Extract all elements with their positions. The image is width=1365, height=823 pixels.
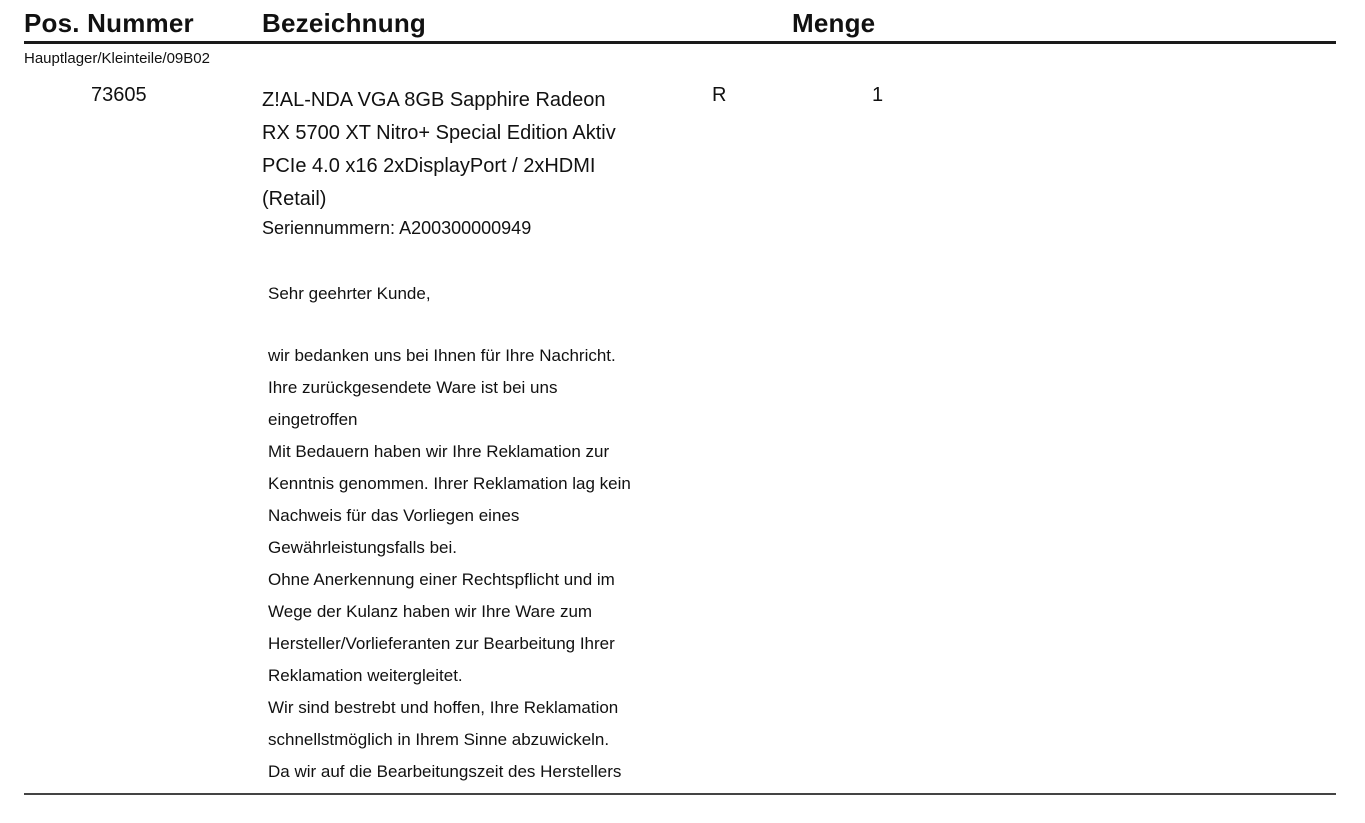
item-quantity: 1	[872, 84, 884, 106]
letter-line: Wir sind bestrebt und hoffen, Ihre Reklamation	[268, 698, 619, 717]
description-line: PCIe 4.0 x16 2xDisplayPort / 2xHDMI	[262, 155, 596, 177]
menge-header: Menge	[792, 8, 876, 38]
letter-line: Reklamation weitergleitet.	[268, 666, 463, 685]
letter-line: Hersteller/Vorlieferanten zur Bearbeitung Ihrer	[268, 634, 615, 653]
description-line: RX 5700 XT Nitro+ Special Edition Aktiv	[262, 122, 616, 144]
item-number: 73605	[91, 84, 147, 106]
storage-location: Hauptlager/Kleinteile/09B02	[24, 50, 210, 67]
letter-line: Kenntnis genommen. Ihrer Reklamation lag kein	[268, 474, 631, 493]
serial-numbers: Seriennummern: A200300000949	[262, 218, 532, 238]
letter-line: Nachweis für das Vorliegen eines	[268, 506, 520, 525]
letter-line: Ihre zurückgesendete Ware ist bei uns	[268, 378, 558, 397]
letter-line: Gewährleistungsfalls bei.	[268, 538, 457, 557]
letter-line: Ohne Anerkennung einer Rechtspflicht und im	[268, 570, 615, 589]
letter-line: eingetroffen	[268, 410, 358, 429]
item-description	[262, 84, 702, 216]
letter-line: wir bedanken uns bei Ihnen für Ihre Nachricht.	[268, 346, 616, 365]
letter-salutation: Sehr geehrter Kunde,	[268, 284, 431, 303]
letter-line: schnellstmöglich in Ihrem Sinne abzuwickeln.	[268, 730, 610, 749]
pos-nummer-header: Pos. Nummer	[24, 8, 194, 38]
letter-body	[268, 340, 631, 788]
description-line: Z!AL-NDA VGA 8GB Sapphire Radeon	[262, 89, 606, 111]
footer-divider	[24, 793, 1336, 795]
letter-line: Mit Bedauern haben wir Ihre Reklamation zur	[268, 442, 610, 461]
letter-line: Wege der Kulanz haben wir Ihre Ware zum	[268, 602, 593, 621]
description-line: (Retail)	[262, 188, 327, 210]
bezeichnung-header: Bezeichnung	[262, 8, 426, 38]
header-divider	[24, 41, 1336, 44]
item-flag: R	[712, 84, 727, 106]
letter-line: Da wir auf die Bearbeitungszeit des Herstellers	[268, 762, 622, 781]
